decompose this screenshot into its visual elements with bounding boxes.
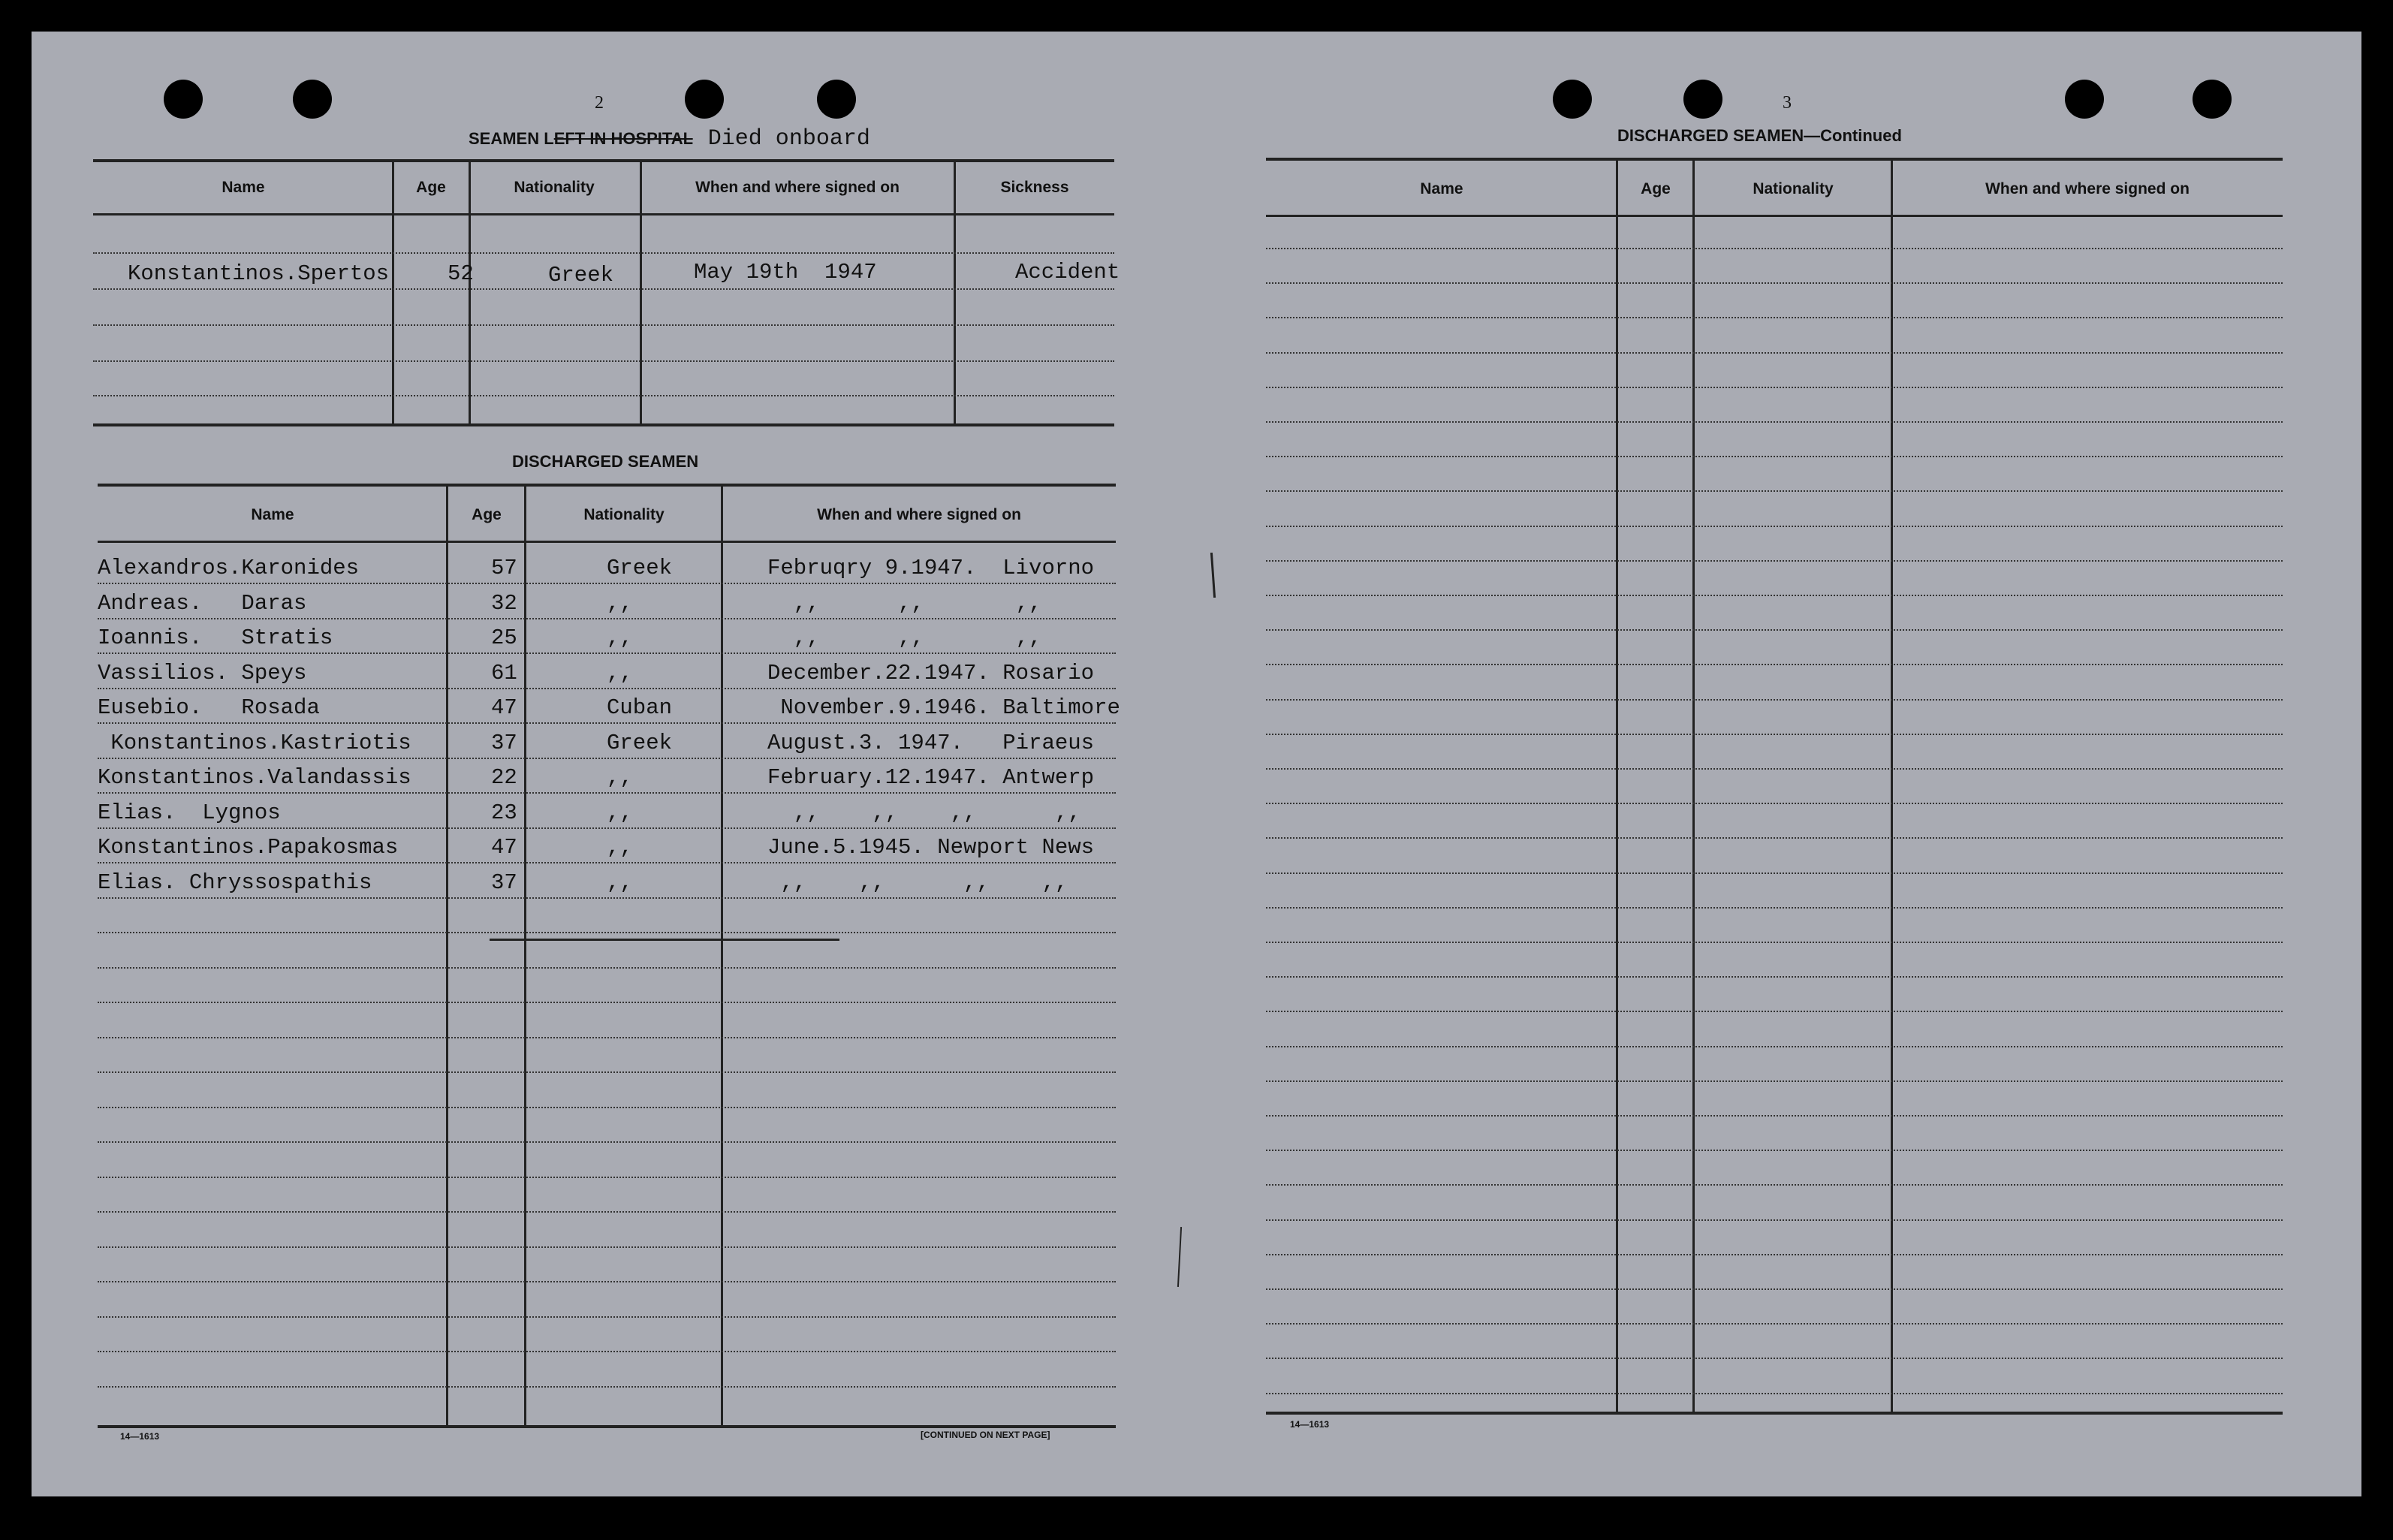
col-header-signed-on: When and where signed on	[1985, 180, 2190, 197]
row-line	[98, 758, 1116, 759]
row-line	[98, 722, 1116, 724]
column-divider	[1692, 161, 1695, 1412]
page-number-left: 2	[595, 93, 604, 113]
punch-hole	[164, 80, 203, 119]
row-line	[98, 862, 1116, 863]
column-divider	[1616, 161, 1618, 1412]
punch-hole	[293, 80, 332, 119]
underline-stroke	[490, 939, 839, 941]
row-line	[98, 792, 1116, 794]
row-signed-on: Februqry 9.1947. Livorno	[767, 556, 1095, 580]
section-title-discharged-right: DISCHARGED SEAMEN—Continued	[1617, 126, 1902, 145]
row-sickness: Accident	[1015, 260, 1120, 285]
col-header-signed-on: When and where signed on	[817, 506, 1021, 523]
row-line	[98, 897, 1116, 899]
col-header-age: Age	[416, 179, 446, 196]
row-line	[1266, 699, 2283, 701]
row-signed-on: June.5.1945. Newport News	[767, 835, 1095, 860]
row-line	[98, 583, 1116, 584]
title-struck: EFT IN HOSPITAL	[553, 129, 693, 148]
row-nationality: ,,	[607, 869, 633, 895]
discharged-seamen-table	[98, 484, 1120, 1428]
row-line	[1266, 595, 2283, 596]
row-nationality: Greek	[607, 556, 673, 580]
row-line	[1266, 1254, 2283, 1255]
col-header-nationality: Nationality	[583, 506, 665, 523]
row-line	[1266, 1115, 2283, 1117]
row-line	[98, 1316, 1116, 1318]
row-age: 52	[448, 261, 474, 286]
row-line	[98, 1386, 1116, 1388]
row-line	[98, 1037, 1116, 1038]
row-line	[98, 1002, 1116, 1003]
pen-mark	[1177, 1227, 1182, 1287]
row-age: 25	[491, 625, 517, 650]
row-line	[1266, 768, 2283, 770]
punch-hole	[685, 80, 724, 119]
row-nationality: ,,	[607, 835, 633, 860]
column-divider	[524, 487, 526, 1425]
row-line	[1266, 1323, 2283, 1325]
row-age: 47	[491, 835, 517, 860]
row-line	[1266, 456, 2283, 457]
row-nationality: ,,	[607, 800, 633, 825]
col-header-age: Age	[1641, 180, 1671, 197]
row-line	[93, 360, 1114, 362]
row-line	[98, 1211, 1116, 1213]
column-divider	[640, 162, 642, 423]
punch-hole	[817, 80, 856, 119]
form-number-left: 14—1613	[120, 1431, 160, 1442]
section-title-seamen-left	[469, 126, 870, 152]
row-line	[1266, 942, 2283, 943]
row-line	[1266, 526, 2283, 527]
row-name: Eusebio. Rosada	[98, 695, 320, 720]
column-divider	[392, 162, 394, 423]
row-line	[98, 1071, 1116, 1073]
row-name: Andreas. Daras	[98, 590, 307, 616]
row-line	[1266, 352, 2283, 354]
row-line	[98, 1141, 1116, 1143]
column-divider	[954, 162, 956, 423]
row-line	[1266, 282, 2283, 284]
row-line	[98, 1351, 1116, 1352]
row-name: Konstantinos.Kastriotis	[98, 730, 411, 755]
form-number-right: 14—1613	[1290, 1419, 1330, 1430]
row-age: 47	[491, 695, 517, 720]
document-sheet	[32, 32, 2361, 1496]
row-line	[1266, 1150, 2283, 1151]
row-nationality: ,,	[607, 590, 633, 616]
column-divider	[469, 162, 471, 423]
col-header-name: Name	[222, 179, 265, 196]
row-line	[98, 1281, 1116, 1282]
punch-hole	[1683, 80, 1722, 119]
column-divider	[446, 487, 448, 1425]
row-line	[1266, 1219, 2283, 1221]
row-line	[1266, 421, 2283, 423]
table-header	[1266, 161, 2283, 217]
row-age: 22	[491, 765, 517, 790]
row-line	[98, 688, 1116, 689]
row-line	[93, 395, 1114, 396]
row-line	[1266, 1288, 2283, 1290]
row-signed-on: February.12.1947. Antwerp	[767, 765, 1095, 790]
row-line	[1266, 1358, 2283, 1359]
punch-hole	[1553, 80, 1592, 119]
row-line	[1266, 560, 2283, 562]
row-age: 57	[491, 556, 517, 580]
row-line	[1266, 1184, 2283, 1186]
row-line	[98, 1246, 1116, 1248]
row-nationality: ,,	[607, 625, 633, 650]
row-age: 32	[491, 590, 517, 616]
row-signed-on: ,, ,, ,,	[767, 625, 1042, 650]
pen-mark	[1210, 553, 1216, 598]
row-line	[93, 288, 1114, 290]
row-line	[1266, 387, 2283, 388]
row-name: Elias. Chryssospathis	[98, 869, 372, 895]
row-line	[98, 932, 1116, 933]
col-header-name: Name	[1420, 180, 1463, 197]
row-line	[1266, 1046, 2283, 1047]
title-prefix: SEAMEN L	[469, 129, 554, 148]
row-line	[98, 1107, 1116, 1108]
row-signed-on: ,, ,, ,, ,,	[767, 800, 1081, 825]
discharged-seamen-continued-table	[1266, 158, 2283, 1415]
column-divider	[1891, 161, 1893, 1412]
table-header	[93, 162, 1114, 215]
row-name: Konstantinos.Spertos	[128, 261, 390, 286]
row-age: 37	[491, 730, 517, 755]
row-name: Vassilios. Speys	[98, 660, 307, 686]
section-title-discharged-left: DISCHARGED SEAMEN	[512, 452, 699, 471]
row-age: 37	[491, 869, 517, 895]
row-signed-on: November.9.1946. Baltimore	[767, 695, 1120, 720]
row-line	[98, 618, 1116, 619]
row-signed-on: August.3. 1947. Piraeus	[767, 730, 1095, 755]
row-nationality: Greek	[548, 263, 614, 288]
row-line	[1266, 629, 2283, 631]
continued-note: [CONTINUED ON NEXT PAGE]	[921, 1430, 1050, 1440]
row-line	[1266, 1080, 2283, 1082]
row-name: Ioannis. Stratis	[98, 625, 333, 650]
col-header-sickness: Sickness	[1000, 179, 1069, 196]
row-line	[98, 967, 1116, 969]
row-signed-on: December.22.1947. Rosario	[767, 660, 1095, 686]
row-line	[1266, 734, 2283, 735]
row-line	[98, 827, 1116, 829]
row-line	[1266, 976, 2283, 978]
col-header-signed-on: When and where signed on	[695, 179, 900, 196]
row-nationality: ,,	[607, 660, 633, 686]
row-line	[93, 324, 1114, 326]
row-line	[1266, 1011, 2283, 1012]
row-nationality: Greek	[607, 730, 673, 755]
row-name: Elias. Lygnos	[98, 800, 281, 825]
row-line	[1266, 837, 2283, 839]
col-header-nationality: Nationality	[1753, 180, 1834, 197]
row-signed-on: ,, ,, ,,	[767, 590, 1042, 616]
row-line	[1266, 1393, 2283, 1394]
col-header-age: Age	[472, 506, 502, 523]
col-header-nationality: Nationality	[514, 179, 595, 196]
title-typed: Died onboard	[707, 126, 870, 152]
row-name: Konstantinos.Valandassis	[98, 765, 411, 790]
row-line	[1266, 907, 2283, 909]
row-name: Konstantinos.Papakosmas	[98, 835, 399, 860]
row-line	[93, 252, 1114, 254]
row-line	[1266, 317, 2283, 318]
punch-hole	[2193, 80, 2232, 119]
row-line	[1266, 490, 2283, 492]
row-signed-on: ,, ,, ,, ,,	[767, 869, 1068, 895]
row-nationality: Cuban	[607, 695, 673, 720]
table-header	[98, 487, 1116, 543]
row-line	[1266, 664, 2283, 665]
row-age: 61	[491, 660, 517, 686]
page-number-right: 3	[1783, 93, 1792, 113]
col-header-name: Name	[251, 506, 294, 523]
row-age: 23	[491, 800, 517, 825]
row-line	[98, 1177, 1116, 1178]
seamen-left-table	[93, 159, 1120, 426]
column-divider	[721, 487, 723, 1425]
row-name: Alexandros.Karonides	[98, 556, 360, 580]
punch-hole	[2065, 80, 2104, 119]
row-line	[1266, 803, 2283, 804]
row-line	[1266, 248, 2283, 249]
row-line	[1266, 872, 2283, 874]
row-line	[98, 652, 1116, 654]
row-signed-on: May 19th 1947	[694, 260, 877, 285]
row-nationality: ,,	[607, 765, 633, 790]
